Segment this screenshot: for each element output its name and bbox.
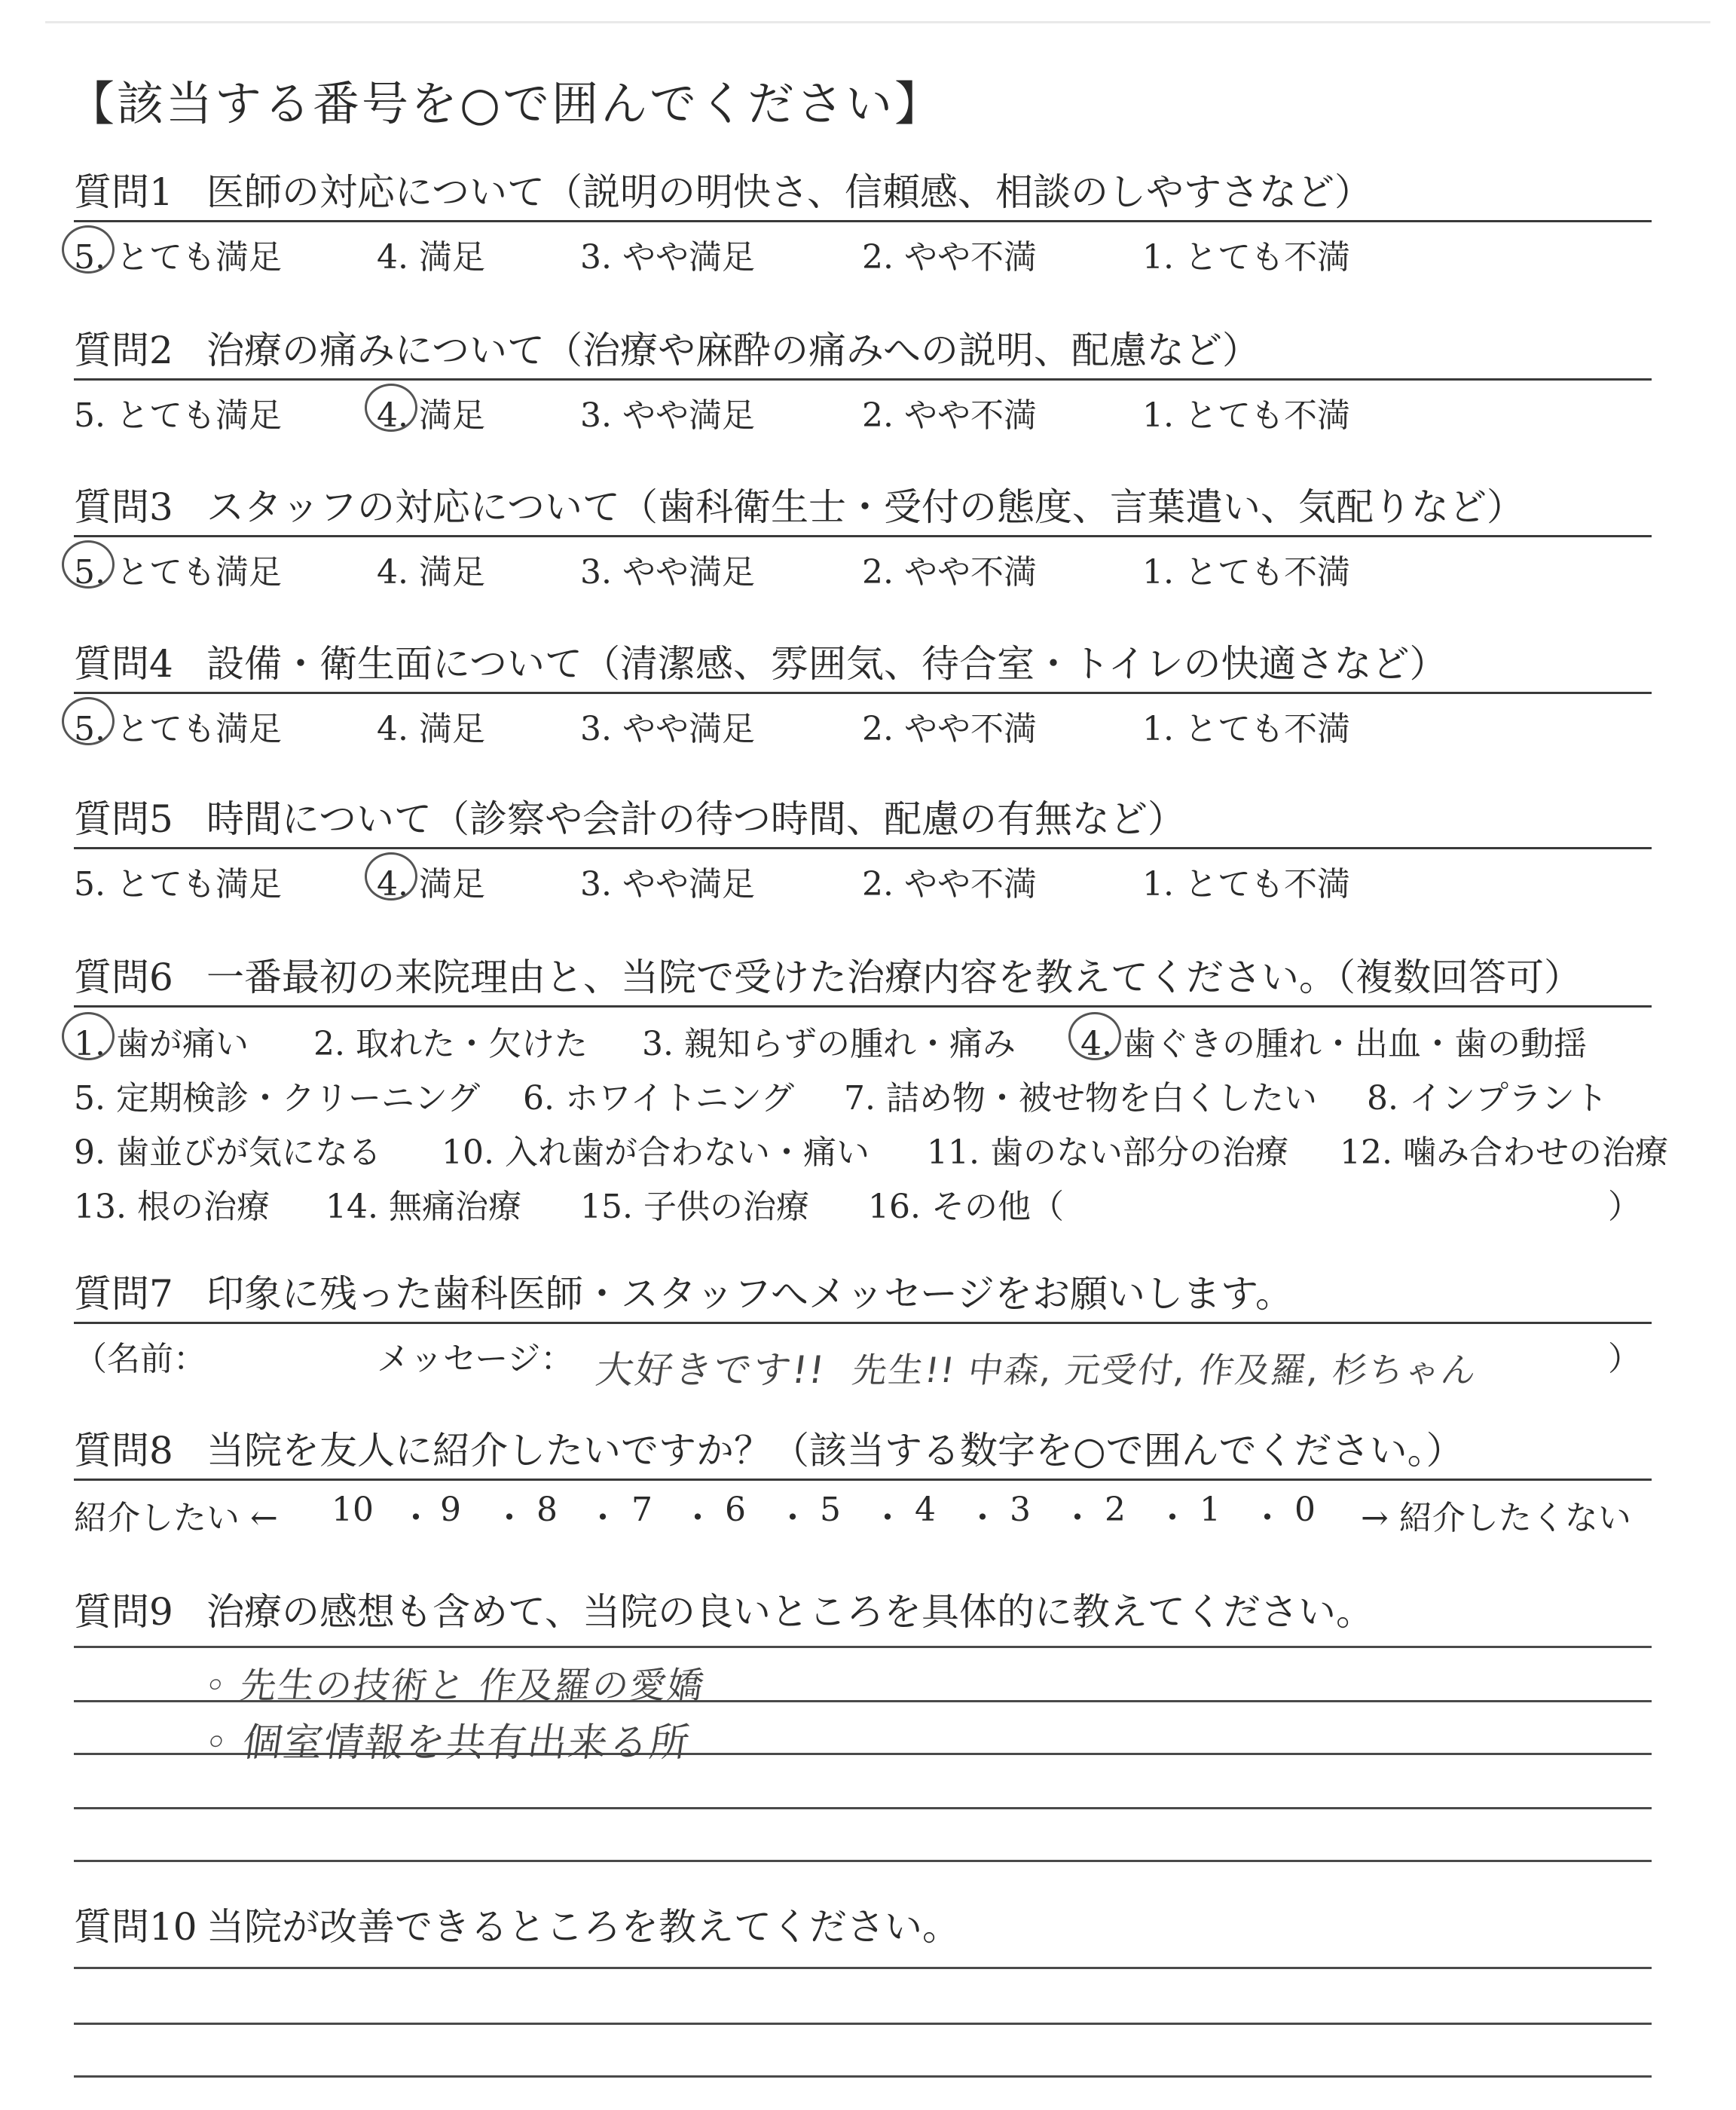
question-text: 時間について（診察や会計の待つ時間、配慮の有無など） [206,797,1185,841]
scale-dot: ・ [1156,1499,1189,1537]
question-1-heading [74,167,1652,222]
question-4-heading [74,639,1652,694]
rating-options [74,537,1652,590]
question-label: 質問7 [74,1272,173,1316]
scale-2[interactable]: 2 [1105,1491,1126,1529]
reason-option-1[interactable]: 1. 歯が痛い [74,1017,249,1065]
question-label: 質問8 [74,1429,173,1472]
scale-6[interactable]: 6 [725,1491,746,1529]
rating-options [74,222,1652,275]
option-3[interactable]: 3. やや満足 [580,865,755,904]
question-5 [74,794,1652,902]
question-3-heading [74,482,1652,537]
option-5[interactable]: 5. とても満足 [74,702,282,750]
scale-1[interactable]: 1 [1200,1491,1221,1529]
question-8-heading [74,1426,1652,1481]
answer-line [74,1860,1652,1862]
question-5-heading [74,794,1652,849]
question-text: 設備・衛生面について（清潔感、雰囲気、待合室・トイレの快適さなど） [206,642,1447,686]
option-1[interactable]: 1. とても不満 [1142,865,1350,904]
option-2[interactable]: 2. やや不満 [862,865,1037,904]
question-6 [74,953,1668,1234]
selection-circle [365,852,417,901]
option-3[interactable]: 3. やや満足 [580,553,755,592]
question-2-heading [74,326,1652,381]
scale-5[interactable]: 5 [820,1491,841,1529]
reason-option-6[interactable]: 6. ホワイトニング [523,1079,795,1118]
question-text: 印象に残った歯科医師・スタッフへメッセージをお願いします。 [206,1272,1293,1316]
scale-dot: ・ [681,1499,714,1537]
scale-right-label: → 紹介したくない [1361,1499,1631,1537]
page-title: 【該当する番号を○で囲んでください】 [68,76,944,131]
scale-left-label: 紹介したい ← [74,1499,278,1537]
scale-dot: ・ [493,1499,526,1537]
option-1[interactable]: 1. とても不満 [1142,238,1350,277]
reason-option-10[interactable]: 10. 入れ歯が合わない・痛い [442,1133,870,1172]
reason-option-14[interactable]: 14. 無痛治療 [326,1188,521,1226]
reason-option-15[interactable]: 15. 子供の治療 [580,1188,809,1226]
answer-line [74,2075,1652,2078]
scale-dot: ・ [1061,1499,1094,1537]
option-4[interactable]: 4. 満足 [377,857,485,905]
selection-circle [62,697,115,745]
reason-option-2[interactable]: 2. 取れた・欠けた [313,1025,588,1063]
question-10 [74,1902,1652,1955]
scale-4[interactable]: 4 [915,1491,936,1529]
scale-dot: ・ [399,1499,432,1537]
handwritten-answer-2: ◦ 個室情報を共有出来る所 [201,1720,694,1766]
handwritten-answer-1: ◦ 先生の技術と 作及羅の愛嬌 [201,1665,709,1707]
reason-option-11[interactable]: 11. 歯のない部分の治療 [927,1133,1288,1172]
question-label: 質問6 [74,956,173,999]
handwritten-message-1: 大好きです!! [593,1348,829,1392]
rating-options [74,381,1652,433]
reason-option-4[interactable]: 4. 歯ぐきの腫れ・出血・歯の動揺 [1080,1017,1587,1065]
question-text: 治療の感想も含めて、当院の良いところを具体的に教えてください。 [206,1590,1374,1634]
question-text: 当院が改善できるところを教えてください。 [206,1905,960,1949]
scale-dot: ・ [966,1499,999,1537]
selection-circle [62,540,115,589]
answer-line [74,1807,1652,1809]
option-3[interactable]: 3. やや満足 [580,396,755,435]
scale-0[interactable]: 0 [1294,1491,1316,1529]
option-5[interactable]: 5. とても満足 [74,545,282,593]
reason-option-8[interactable]: 8. インプラント [1367,1079,1608,1118]
option-4[interactable]: 4. 満足 [377,238,485,277]
option-2[interactable]: 2. やや不満 [862,238,1037,277]
reason-option-7[interactable]: 7. 詰め物・被せ物を白くしたい [844,1079,1317,1118]
scale-dot: ・ [1251,1499,1284,1537]
reason-option-13[interactable]: 13. 根の治療 [74,1188,270,1226]
option-3[interactable]: 3. やや満足 [580,238,755,277]
handwritten-message-2: 先生!! 中森, 元受付, 作及羅, 杉ちゃん [849,1350,1481,1390]
question-text: スタッフの対応について（歯科衛生士・受付の態度、言葉遣い、気配りなど） [206,485,1524,529]
reason-option-9[interactable]: 9. 歯並びが気になる [74,1133,381,1172]
answer-line [74,1646,1652,1648]
name-label: （名前： [74,1340,206,1378]
question-9-heading [74,1587,1652,1640]
option-4[interactable]: 4. 満足 [377,388,485,436]
question-6-heading [74,953,1652,1008]
question-9 [74,1587,1652,1640]
reason-option-3[interactable]: 3. 親知らずの腫れ・痛み [642,1025,1016,1063]
question-text: 医師の対応について（説明の明快さ、信頼感、相談のしやすさなど） [206,170,1372,214]
answer-line [74,1967,1652,1969]
answer-line [74,2023,1652,2025]
selection-circle [1068,1012,1121,1060]
question-1 [74,167,1652,275]
reason-options [74,1008,1668,1234]
question-label: 質問3 [74,485,173,529]
question-label: 質問4 [74,642,173,686]
question-2 [74,326,1652,433]
selection-circle [62,225,115,274]
question-label: 質問2 [74,329,173,372]
scale-dot: ・ [776,1499,809,1537]
top-border [45,21,1710,23]
question-label: 質問1 [74,170,173,214]
option-5[interactable]: 5. とても満足 [74,230,282,278]
scale-dot: ・ [871,1499,904,1537]
message-label: メッセージ： [377,1340,574,1378]
other-close-paren: ） [1608,1188,1641,1226]
question-7-heading [74,1269,1652,1324]
message-close-paren: ） [1608,1340,1641,1378]
scale-9[interactable]: 9 [440,1491,461,1529]
scale-8[interactable]: 8 [536,1491,558,1529]
scale-7[interactable]: 7 [631,1491,653,1529]
option-2[interactable]: 2. やや不満 [862,553,1037,592]
option-5[interactable]: 5. とても満足 [74,396,282,435]
option-5[interactable]: 5. とても満足 [74,865,282,904]
option-4[interactable]: 4. 満足 [377,553,485,592]
rating-options [74,849,1652,902]
question-4 [74,639,1652,747]
selection-circle [365,384,417,432]
reason-option-5[interactable]: 5. 定期検診・クリーニング [74,1079,481,1118]
question-3 [74,482,1652,590]
option-2[interactable]: 2. やや不満 [862,710,1037,748]
scale-3[interactable]: 3 [1010,1491,1031,1529]
scale-dot: ・ [586,1499,619,1537]
question-8 [74,1426,1652,1481]
question-text: 当院を友人に紹介したいですか？（該当する数字を○で囲んでください。） [206,1429,1464,1472]
option-1[interactable]: 1. とても不満 [1142,710,1350,748]
option-3[interactable]: 3. やや満足 [580,710,755,748]
rating-options [74,694,1652,747]
question-label: 質問9 [74,1590,173,1634]
option-1[interactable]: 1. とても不満 [1142,553,1350,592]
question-label: 質問10 [74,1905,197,1949]
reason-option-12[interactable]: 12. 噛み合わせの治療 [1340,1133,1668,1172]
reason-option-16[interactable]: 16. その他（ [868,1188,1064,1226]
question-text: 一番最初の来院理由と、当院で受けた治療内容を教えてください。（複数回答可） [206,956,1582,999]
selection-circle [62,1012,115,1060]
question-text: 治療の痛みについて（治療や麻酔の痛みへの説明、配慮など） [206,329,1260,372]
question-10-heading [74,1902,1652,1955]
scale-10[interactable]: 10 [332,1491,374,1529]
option-4[interactable]: 4. 満足 [377,710,485,748]
option-2[interactable]: 2. やや不満 [862,396,1037,435]
question-label: 質問5 [74,797,173,841]
option-1[interactable]: 1. とても不満 [1142,396,1350,435]
